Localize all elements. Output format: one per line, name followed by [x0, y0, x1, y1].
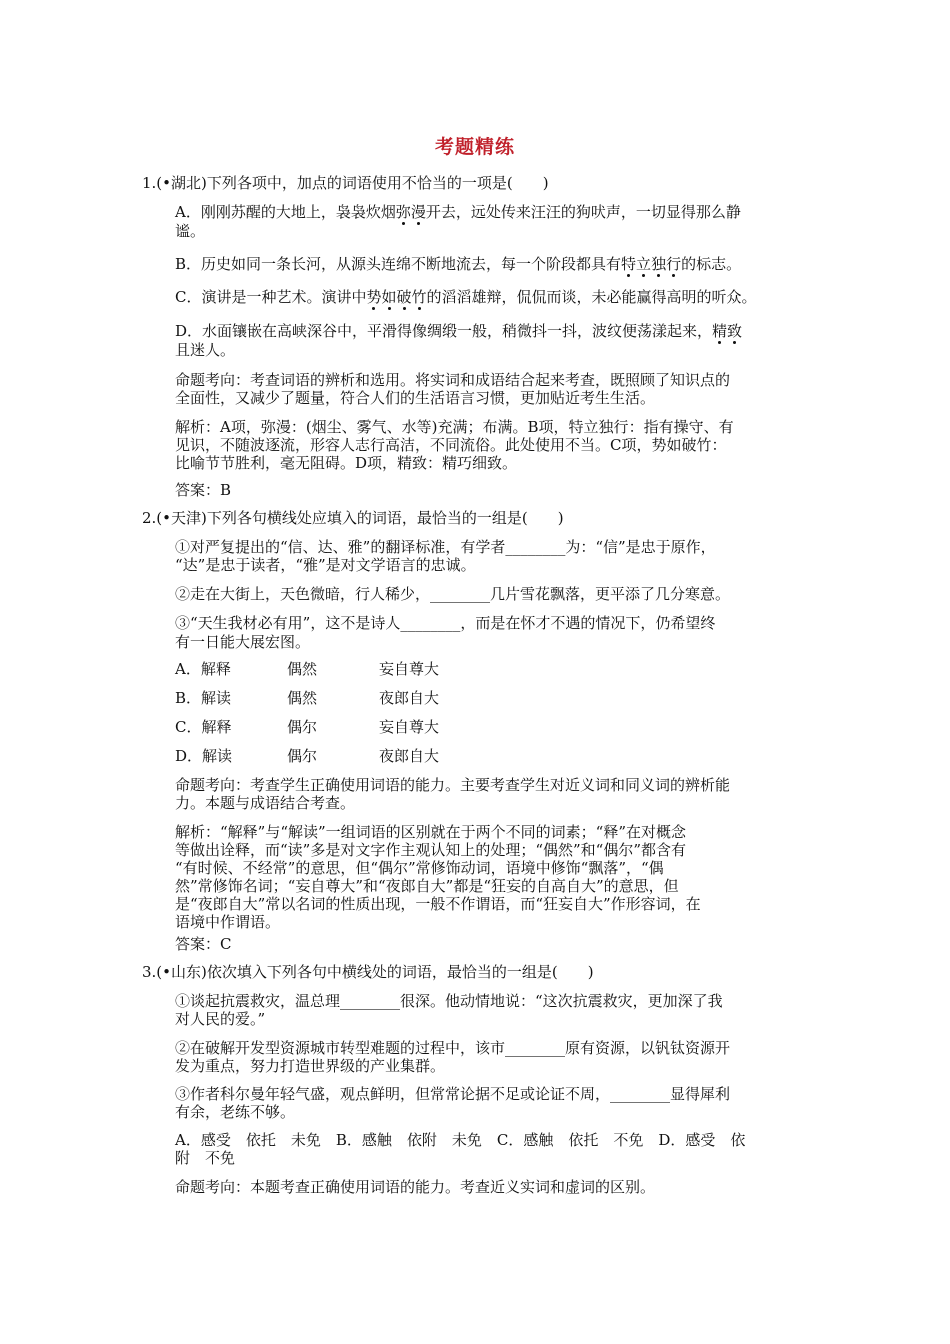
q2-explanation-line2: 等做出诠释，而“读”多是对文字作主观认知上的处理；“偶然”和“偶尔”都含有 — [175, 841, 687, 859]
q1-option-a-text1: A．刚刚苏醒的大地上，袅袅炊烟 — [175, 203, 396, 221]
q1-option-c — [175, 288, 757, 307]
q2-stem: 2.(•天津)下列各句横线处应填入的词语，最恰当的一组是( ) — [142, 509, 564, 527]
q1-option-b-text1: B．历史如同一条长河，从源头连绵不断地流去，每一个阶段都具有 — [175, 255, 622, 273]
q3-intent: 命题考向：本题考查正确使用词语的能力。考查近义实词和虚词的区别。 — [175, 1178, 656, 1196]
emphasis-char: 立 — [636, 255, 652, 273]
q2-intent-line2: 力。本题与成语结合考查。 — [175, 794, 356, 812]
q3-options-line1: A．感受 依托 未免 B．感触 依附 未免 C．感触 依托 不免 D．感受 依 — [175, 1131, 746, 1149]
q1-explanation-line3: 比喻节节胜利，毫无阻碍。D项，精致：精巧细致。 — [175, 454, 518, 472]
q1-explanation-line2: 见识，不随波逐流，形容人志行高洁，不同流俗。此处使用不当。C项，势如破竹： — [175, 436, 727, 454]
q2-answer: 答案：C — [175, 935, 232, 953]
q2-intent-line1: 命题考向：考查学生正确使用词语的能力。主要考查学生对近义词和同义词的辨析能 — [175, 776, 731, 794]
q2-option-word1: 偶然 — [287, 660, 318, 678]
q1-option-a — [175, 203, 741, 222]
q3-sentence2-line1: ②在破解开发型资源城市转型难题的过程中，该市________原有资源，以钒钛资源开 — [175, 1039, 731, 1057]
emphasis-char: 竹 — [411, 288, 427, 306]
q2-option-label: D．解读 — [175, 747, 233, 765]
q1-intent-line1: 命题考向：考查词语的辨析和选用。将实词和成语结合起来考查，既照顾了知识点的 — [175, 371, 731, 389]
q2-sentence2: ②走在大街上，天色微暗，行人稀少，________几片雪花飘落，更平添了几分寒意。 — [175, 585, 731, 603]
q2-option-label: A．解释 — [175, 660, 231, 678]
emphasis-char: 致 — [727, 322, 743, 340]
q1-option-d-dotted — [712, 322, 742, 340]
emphasis-char: 精 — [712, 322, 728, 340]
q1-option-b-text2: 的标志。 — [681, 255, 742, 273]
q2-explanation-line6: 语境中作谓语。 — [175, 913, 281, 931]
q3-sentence1-line1: ①谈起抗震救灾，温总理________很深。他动情地说：“这次抗震救灾，更加深了我 — [175, 992, 723, 1010]
emphasis-char: 特 — [621, 255, 637, 273]
q2-option-word2: 妄自尊大 — [379, 718, 440, 736]
emphasis-char: 弥 — [395, 203, 411, 221]
q2-option-word1: 偶然 — [287, 689, 318, 707]
q1-explanation-line1: 解析：A项，弥漫：(烟尘、雾气、水等)充满；布满。B项，特立独行：指有操守、有 — [175, 418, 734, 436]
q2-sentence1-line2: “达”是忠于读者，“雅”是对文学语言的忠诚。 — [175, 556, 476, 574]
q2-sentence3-line1: ③“天生我材必有用”，这不是诗人________，而是在怀才不遇的情况下，仍希望终 — [175, 614, 716, 632]
q3-stem: 3.(•山东)依次填入下列各句中横线处的词语，最恰当的一组是( ) — [142, 963, 594, 981]
q1-option-d-text1: D．水面镶嵌在高峡深谷中，平滑得像绸缎一般，稍微抖一抖，波纹便荡漾起来， — [175, 322, 713, 340]
q1-answer: 答案：B — [175, 481, 232, 499]
q1-option-a-text2: 开去，远处传来汪汪的狗吠声，一切显得那么静 — [425, 203, 741, 221]
q3-sentence2-line2: 发为重点，努力打造世界级的产业集群。 — [175, 1057, 446, 1075]
q1-stem: 1.(•湖北)下列各项中，加点的词语使用不恰当的一项是( ) — [142, 174, 549, 192]
q1-option-a-dotted — [396, 203, 426, 221]
q1-option-d-cont: 且迷人。 — [175, 341, 236, 359]
emphasis-char: 如 — [381, 288, 397, 306]
q2-sentence3-line2: 有一日能大展宏图。 — [175, 633, 311, 651]
q2-option-word2: 夜郎自大 — [379, 689, 440, 707]
q2-sentence1-line1: ①对严复提出的“信、达、雅”的翻译标准，有学者________为：“信”是忠于原作， — [175, 538, 716, 556]
q2-option-label: B．解读 — [175, 689, 232, 707]
q1-option-b — [175, 255, 741, 274]
q1-intent-line2: 全面性，又减少了题量，符合人们的生活语言习惯，更加贴近考生生活。 — [175, 389, 656, 407]
emphasis-char: 破 — [396, 288, 412, 306]
emphasis-char: 漫 — [410, 203, 426, 221]
q2-option-word2: 妄自尊大 — [379, 660, 440, 678]
q1-option-c-dotted — [366, 288, 426, 306]
q2-explanation-line3: “有时候、不经常”的意思，但“偶尔”常修饰动词，语境中修饰“飘落”，“偶 — [175, 859, 664, 877]
page-title: 考题精练 — [434, 136, 515, 158]
q2-option-word1: 偶尔 — [287, 718, 318, 736]
q2-explanation-line4: 然”常修饰名词；“妄自尊大”和“夜郎自大”都是“狂妄的自高自大”的意思，但 — [175, 877, 679, 895]
q3-sentence3-line2: 有余，老练不够。 — [175, 1103, 296, 1121]
q2-option-label: C．解释 — [175, 718, 232, 736]
q3-sentence1-line2: 对人民的爱。” — [175, 1010, 266, 1028]
q2-option-word1: 偶尔 — [287, 747, 318, 765]
q1-option-d — [175, 322, 742, 341]
q1-option-c-text1: C．演讲是一种艺术。演讲中 — [175, 288, 367, 306]
emphasis-char: 行 — [666, 255, 682, 273]
q2-option-word2: 夜郎自大 — [379, 747, 440, 765]
q2-explanation-line5: 是“夜郎自大”常以名词的性质出现，一般不作谓语，而“狂妄自大”作形容词，在 — [175, 895, 701, 913]
emphasis-char: 势 — [366, 288, 382, 306]
q1-option-b-dotted — [621, 255, 681, 273]
emphasis-char: 独 — [651, 255, 667, 273]
q1-option-a-cont: 谧。 — [175, 222, 206, 240]
q3-sentence3-line1: ③作者科尔曼年轻气盛，观点鲜明，但常常论据不足或论证不周，________显得犀利 — [175, 1085, 731, 1103]
q2-explanation-line1: 解析：“解释”与“解读”一组词语的区别就在于两个不同的词素；“释”在对概念 — [175, 823, 687, 841]
q1-option-c-text2: 的滔滔雄辩，侃侃而谈，未必能赢得高明的听众。 — [426, 288, 757, 306]
q3-options-line2: 附 不免 — [175, 1149, 236, 1167]
